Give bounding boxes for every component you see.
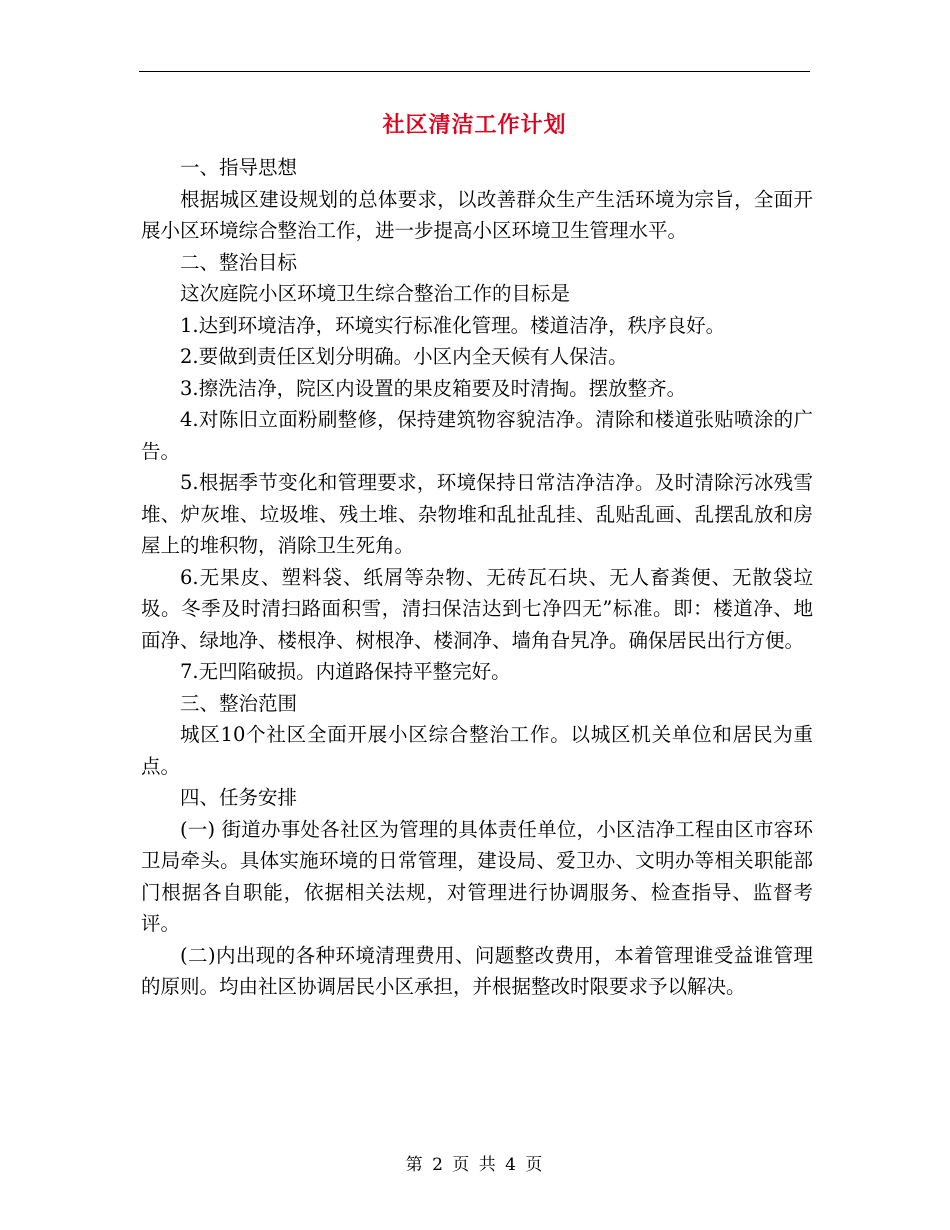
page-number-footer: 第 2 页 共 4 页	[405, 1155, 545, 1175]
document-body	[141, 152, 813, 1003]
list-item: 4.对陈旧立面粉刷整修，保持建筑物容貌洁净。清除和楼道张贴喷涂的广告。	[141, 408, 813, 463]
section-heading: 四、任务安排	[180, 786, 298, 809]
body-paragraph: 城区10个社区全面开展小区综合整治工作。以城区机关单位和居民为重点。	[141, 723, 813, 778]
body-paragraph: (一) 街道办事处各社区为管理的具体责任单位，小区洁净工程由区市容环卫局牵头。具体实施环境的日常管理，建设局、爱卫办、文明办等相关职能部门根据各自职能，依据相关法规，对管理进行协调服务、检查指导、监督考评。	[141, 817, 813, 935]
body-paragraph: (二)内出现的各种环境清理费用、问题整改费用，本着管理谁受益谁管理的原则。均由社区协调居民小区承担，并根据整改时限要求予以解决。	[141, 943, 813, 998]
section-heading: 三、整治范围	[180, 691, 298, 715]
document-title: 社区清洁工作计划	[382, 112, 567, 138]
list-item: 2.要做到责任区划分明确。小区内全天候有人保洁。	[180, 345, 628, 368]
section-heading: 一、指导思想	[180, 156, 298, 179]
list-item: 1.达到环境洁净，环境实行标准化管理。楼道洁净，秩序良好。	[180, 313, 726, 337]
list-item: 3.擦洗洁净，院区内设置的果皮箱要及时清掏。摆放整齐。	[180, 376, 687, 400]
section-heading: 二、整治目标	[180, 250, 298, 274]
header-rule	[139, 71, 810, 72]
list-item: 5.根据季节变化和管理要求，环境保持日常洁净洁净。及时清除污冰残雪堆、炉灰堆、垃圾堆、残土堆、杂物堆和乱扯乱挂、乱贴乱画、乱摆乱放和房屋上的堆积物，消除卫生死角。	[141, 471, 813, 557]
list-item: 6.无果皮、塑料袋、纸屑等杂物、无砖瓦石块、无人畜粪便、无散袋垃圾。冬季及时清扫路面积雪，清扫保洁达到七净四无”标准。即：楼道净、地面净、绿地净、楼根净、树根净、楼洞净、墙角旮旯净。确保居民出行方便。	[141, 565, 813, 652]
body-paragraph: 这次庭院小区环境卫生综合整治工作的目标是	[180, 282, 571, 305]
list-item: 7.无凹陷破损。内道路保持平整完好。	[180, 660, 511, 683]
body-paragraph: 根据城区建设规划的总体要求，以改善群众生产生活环境为宗旨，全面开展小区环境综合整治工作，进一步提高小区环境卫生管理水平。	[141, 187, 813, 242]
